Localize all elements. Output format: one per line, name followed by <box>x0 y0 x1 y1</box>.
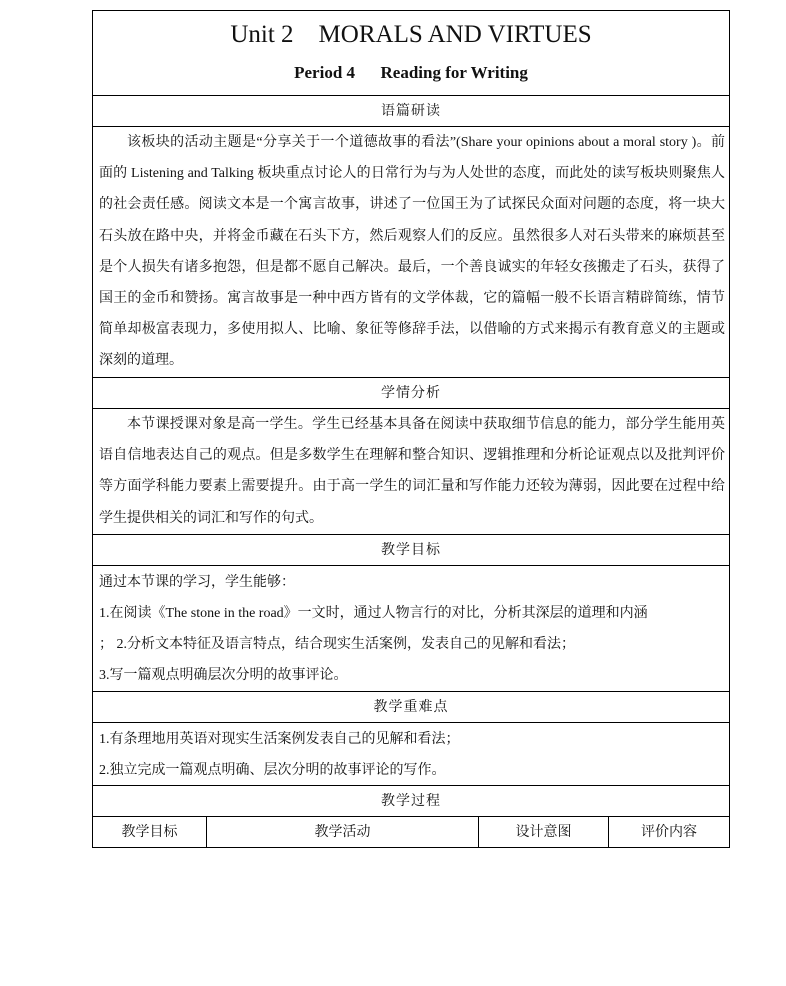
objective-item: 3.写一篇观点明确层次分明的故事评论。 <box>99 668 348 683</box>
key-points-content <box>93 722 729 785</box>
objective-item: ； 2.分析文本特征及语言特点，结合现实生活案例，发表自己的见解和看法； <box>99 637 575 652</box>
section-heading-key-points: 教学重难点 <box>93 691 729 722</box>
section-heading-process: 教学过程 <box>93 785 729 816</box>
column-header-activity: 教学活动 <box>206 817 478 847</box>
learner-analysis-content <box>93 408 729 534</box>
process-table-header <box>93 816 729 847</box>
column-header-objective: 教学目标 <box>121 825 178 840</box>
section-heading-objectives: 教学目标 <box>93 534 729 565</box>
objectives-intro: 通过本节课的学习，学生能够： <box>99 575 295 590</box>
text-study-content <box>93 126 729 377</box>
lesson-plan-table <box>92 10 730 848</box>
objectives-content <box>93 565 729 691</box>
title-block <box>93 11 729 95</box>
column-header-evaluation: 评价内容 <box>608 817 729 847</box>
learner-analysis-paragraph: 本节课授课对象是高一学生。学生已经基本具备在阅读中获取细节信息的能力，部分学生能用英语自信地表达自己的观点。但是多数学生在理解和整合知识、逻辑推理和分析论证观点以及批判评价等方面学科能力要素上需要提升。由于高一学生的词汇量和写作能力还较为薄弱，因此要在过程中给学生提供相关的词汇和写作的句式。 <box>99 417 725 526</box>
section-heading-learner-analysis: 学情分析 <box>93 377 729 408</box>
key-point-item: 1.有条理地用英语对现实生活案例发表自己的见解和看法； <box>99 732 460 747</box>
unit-title: Unit 2 MORALS AND VIRTUES <box>230 21 592 48</box>
text-study-paragraph: 该板块的活动主题是“分享关于一个道德故事的看法”(Share your opinions about a moral story )。前面的 Listening and Talking 板块重点讨论人的日常行为与为人处世的态度，而此处的读写板块则聚焦人的社会责任感。阅读文本是一个寓言故事，讲述了一位国王为了试探民众面对问题的态度，将一块大石头放在路中央，并将金币藏在石头下方，然后观察人们的反应。虽然很多人对石头带来的麻烦甚至是个人损失有诸多抱怨，但是都不愿自己解决。最后，一个善良诚实的年轻女孩搬走了石头，获得了国王的金币和赞扬。寓言故事是一种中西方皆有的文学体裁，它的篇幅一般不长语言精辟简练，情节简单却极富表现力，多使用拟人、比喻、象征等修辞手法，以借喻的方式来揭示有教育意义的主题或深刻的道理。 <box>99 135 725 369</box>
objective-item: 1.在阅读《The stone in the road》一文时，通过人物言行的对比，分析其深层的道理和内涵 <box>99 606 648 621</box>
section-heading-text-study: 语篇研读 <box>93 95 729 126</box>
key-point-item: 2.独立完成一篇观点明确、层次分明的故事评论的写作。 <box>99 763 446 778</box>
column-header-design-intent: 设计意图 <box>478 817 608 847</box>
period-title: Period 4 Reading for Writing <box>294 63 528 82</box>
